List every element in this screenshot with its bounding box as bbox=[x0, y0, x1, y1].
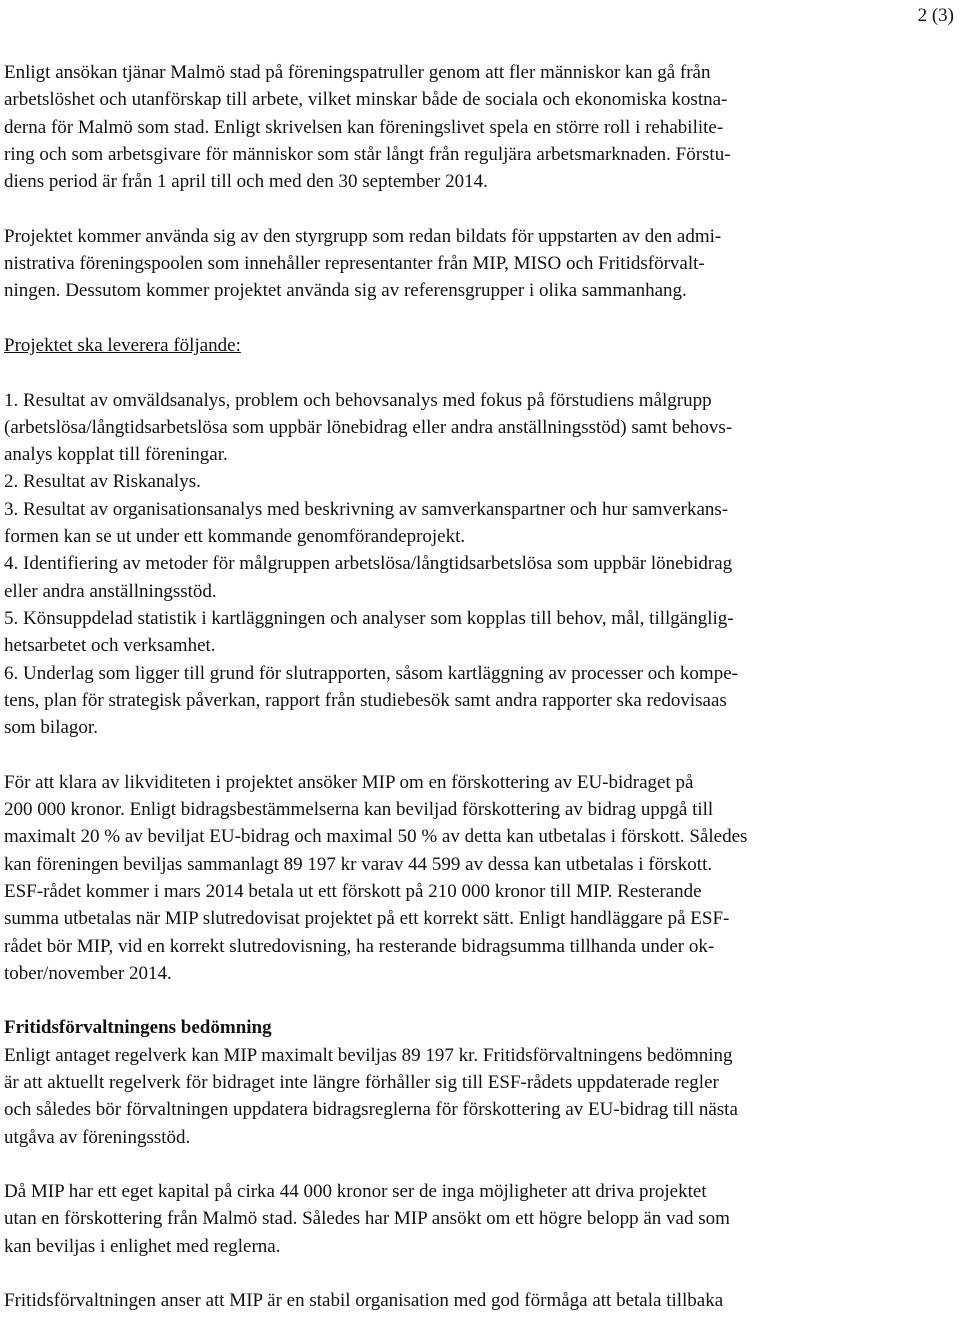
section-heading: Fritidsförvaltningens bedömning bbox=[4, 1017, 272, 1039]
text-line: arbetslöshet och utanförskap till arbete, vilket minskar både de sociala och ekonomiska kostna- bbox=[4, 89, 728, 111]
text-line: nistrativa föreningspoolen som innehåller representanter från MIP, MISO och Fritidsförvalt- bbox=[4, 253, 705, 275]
list-item: tens, plan för strategisk påverkan, rapport från studiebesök samt andra rapporter ska redovisaas bbox=[4, 689, 727, 711]
text-line: 200 000 kronor. Enligt bidragsbestämmelserna kan beviljad förskottering av bidrag uppgå till bbox=[4, 799, 714, 821]
text-line: rådet bör MIP, vid en korrekt slutredovisning, ha resterande bidragsumma tillhanda under ok- bbox=[4, 935, 715, 957]
list-item: 1. Resultat av omväldsanalys, problem och behovsanalys med fokus på förstudiens målgrupp bbox=[4, 389, 712, 411]
text-line: ring och som arbetsgivare för människor som står långt från reguljära arbetsmarknaden. Förstu- bbox=[4, 143, 731, 165]
text-line: För att klara av likviditeten i projektet ansöker MIP om en förskottering av EU-bidraget på bbox=[4, 771, 694, 793]
list-item: formen kan se ut under ett kommande genomförandeprojekt. bbox=[4, 526, 466, 548]
paragraph-stabil-organisation bbox=[4, 1287, 874, 1314]
document-body bbox=[4, 59, 874, 1342]
text-line: är att aktuellt regelverk för bidraget inte längre förhåller sig till ESF-rådets uppdaterade regler bbox=[4, 1071, 719, 1093]
text-line: kan föreningen beviljas sammanlagt 89 197 kr varav 44 599 av dessa kan utbetalas i förskott. bbox=[4, 853, 713, 875]
deliverables-heading bbox=[4, 332, 874, 359]
text-line: summa utbetalas när MIP slutredovisat projektet på ett korrekt sätt. Enligt handläggare på ESF- bbox=[4, 908, 730, 930]
text-line: maximalt 20 % av beviljat EU-bidrag och maximal 50 % av detta kan utbetalas i förskott. Således bbox=[4, 826, 748, 848]
text-line: kan beviljas i enlighet med reglerna. bbox=[4, 1235, 281, 1257]
paragraph-eget-kapital bbox=[4, 1178, 874, 1260]
text-line: utan en förskottering från Malmö stad. Således har MIP ansökt om ett högre belopp än vad som bbox=[4, 1208, 730, 1230]
text-line: Fritidsförvaltningen anser att MIP är en stabil organisation med god förmåga att betala tillbaka bbox=[4, 1290, 724, 1312]
list-item: 6. Underlag som ligger till grund för slutrapporten, såsom kartläggning av processer och kompe- bbox=[4, 662, 738, 684]
text-line: derna för Malmö som stad. Enligt skrivelsen kan föreningslivet spela en större roll i rehabilite- bbox=[4, 116, 724, 138]
text-line: tober/november 2014. bbox=[4, 962, 172, 984]
underlined-heading: Projektet ska leverera följande: bbox=[4, 334, 241, 356]
list-item: 5. Könsuppdelad statistik i kartläggningen och analyser som kopplas till behov, mål, tillgänglig- bbox=[4, 607, 734, 629]
list-item: 2. Resultat av Riskanalys. bbox=[4, 471, 201, 493]
list-item: analys kopplat till föreningar. bbox=[4, 444, 228, 466]
text-line: Enligt antaget regelverk kan MIP maximalt beviljas 89 197 kr. Fritidsförvaltningens bedömning bbox=[4, 1044, 733, 1066]
page-number: 2 (3) bbox=[917, 5, 954, 26]
paragraph-styrgrupp bbox=[4, 223, 874, 305]
deliverables-list bbox=[4, 387, 874, 742]
list-item: 3. Resultat av organisationsanalys med beskrivning av samverkanspartner och hur samverkans- bbox=[4, 498, 729, 520]
text-line: och således bör förvaltningen uppdatera bidragsreglerna för förskottering av EU-bidrag till nästa bbox=[4, 1099, 738, 1121]
text-line: diens period är från 1 april till och med den 30 september 2014. bbox=[4, 171, 488, 193]
list-item: som bilagor. bbox=[4, 717, 98, 739]
text-line: Projektet kommer använda sig av den styrgrupp som redan bildats för uppstarten av den admi- bbox=[4, 225, 722, 247]
list-item: eller andra anställningsstöd. bbox=[4, 580, 217, 602]
list-item: 4. Identifiering av metoder för målgruppen arbetslösa/långtidsarbetslösa som uppbär lönebidrag bbox=[4, 553, 733, 575]
list-item: hetsarbetet och verksamhet. bbox=[4, 635, 216, 657]
paragraph-intro bbox=[4, 59, 874, 195]
text-line: utgåva av föreningsstöd. bbox=[4, 1126, 191, 1148]
paragraph-likviditet bbox=[4, 769, 874, 987]
text-line: Enligt ansökan tjänar Malmö stad på föreningspatruller genom att fler människor kan gå från bbox=[4, 62, 711, 83]
text-line: Då MIP har ett eget kapital på cirka 44 000 kronor ser de inga möjligheter att driva projektet bbox=[4, 1181, 707, 1203]
list-item: (arbetslösa/långtidsarbetslösa som uppbär lönebidrag eller andra anställningsstöd) samt behovs- bbox=[4, 416, 733, 438]
text-line: ningen. Dessutom kommer projektet använda sig av referensgrupper i olika sammanhang. bbox=[4, 280, 687, 302]
section-bedomning bbox=[4, 1014, 874, 1150]
text-line: ESF-rådet kommer i mars 2014 betala ut ett förskott på 210 000 kronor till MIP. Resterande bbox=[4, 880, 702, 902]
